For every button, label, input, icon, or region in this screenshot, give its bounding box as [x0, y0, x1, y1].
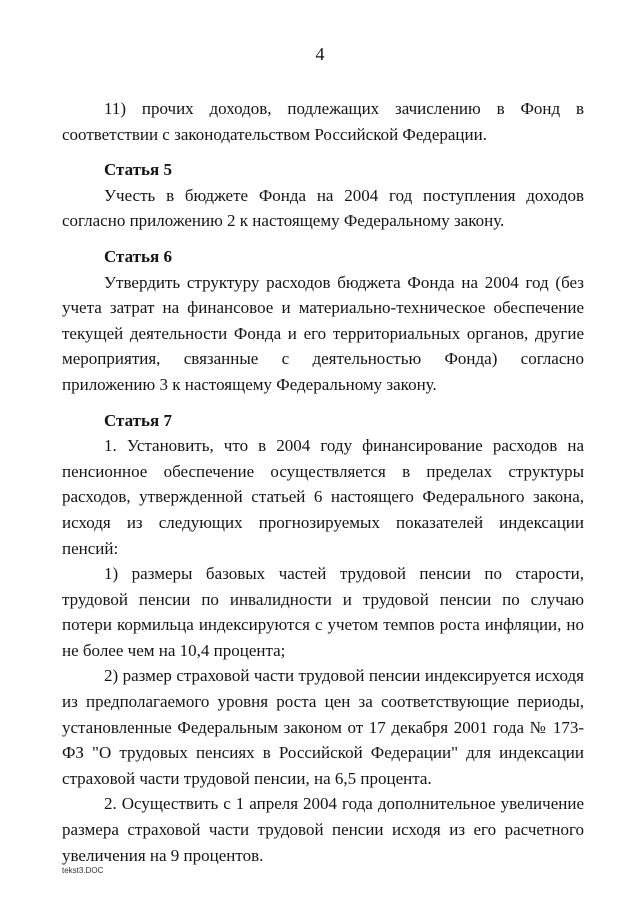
footer-filename: tekst3.DOC: [62, 866, 104, 875]
article-5-heading: Статья 5: [104, 160, 172, 180]
document-body: [62, 96, 584, 868]
article-7-subitem-1: 1) размеры базовых частей трудовой пенсии по старости, трудовой пенсии по инвалидности и трудовой пенсии по случаю потери кормильца индексируются с учетом темпов роста инфляции, но не более чем на 10,4 процента;: [62, 564, 584, 660]
article-6-heading: Статья 6: [104, 246, 172, 266]
article-6-text: Утвердить структуру расходов бюджета Фонда на 2004 год (без учета затрат на финансовое и материально-техническое обеспечение текущей деятельности Фонда и его территориальных органов, другие мероприятия, связанные с деятельностью Фонда) согласно приложению 3 к настоящему Федеральному закону.: [62, 272, 584, 394]
article-7-subitem-2: 2) размер страховой части трудовой пенсии индексируется исходя из предполагаемого уровня роста цен за соответствующие периоды, установленные Федеральным законом от 17 декабря 2001 года № 173-ФЗ "О трудовых пенсиях в Российской Федерации" для индексации страховой части трудовой пенсии, на 6,5 процента.: [62, 666, 584, 788]
article-7-heading: Статья 7: [104, 410, 172, 430]
page-number: 4: [315, 44, 325, 64]
item-11-paragraph: 11) прочих доходов, подлежащих зачислению в Фонд в соответствии с законодательством Российской Федерации.: [62, 99, 584, 144]
article-7-paragraph-2: 2. Осуществить с 1 апреля 2004 года дополнительное увеличение размера страховой части трудовой пенсии исходя из его расчетного увеличения на 9 процентов.: [62, 794, 584, 865]
article-7-paragraph-1: 1. Установить, что в 2004 году финансирование расходов на пенсионное обеспечение осуществляется в пределах структуры расходов, утвержденной статьей 6 настоящего Федерального закона, исходя из следующих прогнозируемых показателей индексации пенсий:: [62, 436, 584, 558]
article-5-text: Учесть в бюджете Фонда на 2004 год поступления доходов согласно приложению 2 к настоящему Федеральному закону.: [62, 185, 584, 231]
